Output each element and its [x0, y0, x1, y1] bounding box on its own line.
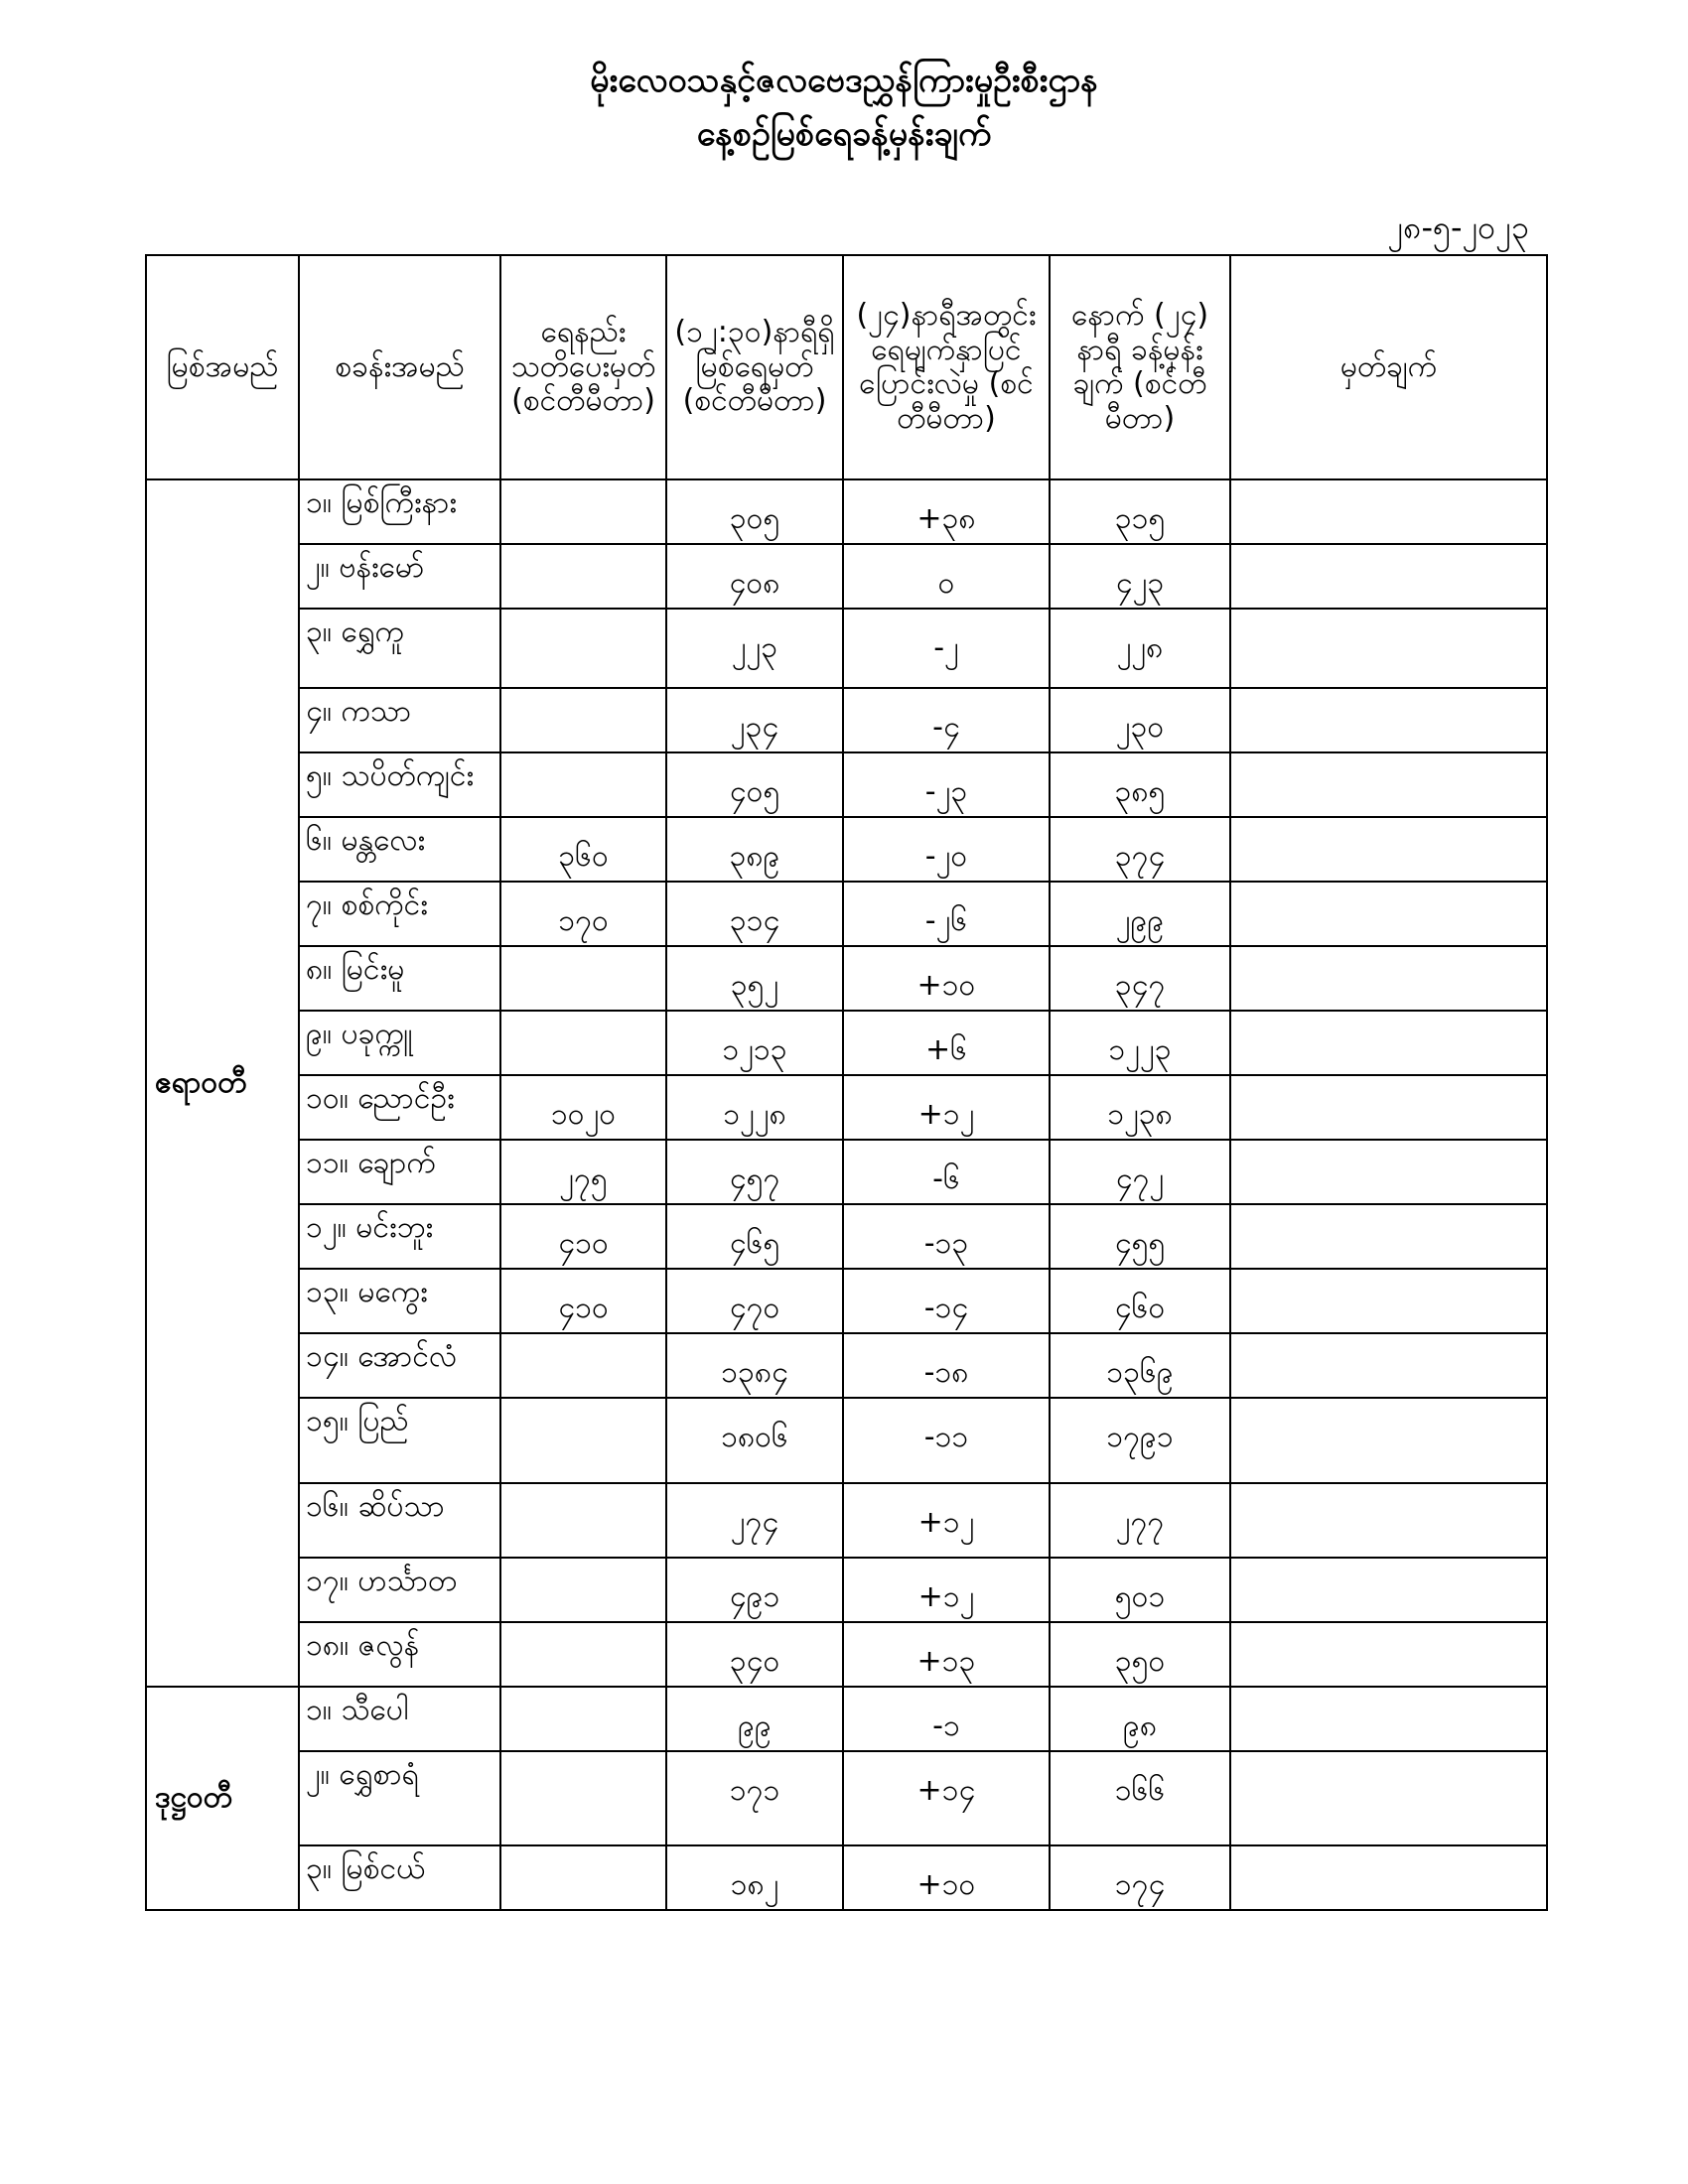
- change-cell: -၂: [843, 609, 1050, 688]
- table-row: [146, 1622, 1547, 1687]
- remark-cell: [1230, 817, 1547, 882]
- table-row: [146, 1558, 1547, 1622]
- water-level-table: [145, 254, 1548, 1911]
- station-name-cell: ၁၁။ ချောက်: [299, 1140, 500, 1204]
- station-name-cell: ၇။ စစ်ကိုင်း: [299, 882, 500, 946]
- water-level-cell: ၁၃၈၄: [666, 1333, 843, 1398]
- water-level-cell: ၄၇၀: [666, 1269, 843, 1333]
- remark-cell: [1230, 1333, 1547, 1398]
- table-row: [146, 752, 1547, 817]
- river-name-cell: ဧရာဝတီ: [146, 479, 299, 1687]
- station-name-cell: ၅။ သပိတ်ကျင်း: [299, 752, 500, 817]
- station-name-cell: ၁။ မြစ်ကြီးနား: [299, 479, 500, 544]
- report-date: ၂၈-၅-၂၀၂၃: [1387, 208, 1529, 246]
- header-warning-level: ရေနည်းသတိပေးမှတ် (စင်တီမီတာ): [500, 255, 666, 479]
- header-remark: မှတ်ချက်: [1230, 255, 1547, 479]
- header-station: စခန်းအမည်: [299, 255, 500, 479]
- forecast-cell: ၁၂၃၈: [1050, 1075, 1230, 1140]
- change-cell: +၁၂: [843, 1558, 1050, 1622]
- warning-level-cell: [500, 688, 666, 752]
- change-cell: -၁၈: [843, 1333, 1050, 1398]
- station-name-cell: ၁၆။ ဆိပ်သာ: [299, 1483, 500, 1558]
- change-cell: +၁၀: [843, 946, 1050, 1011]
- table-row: [146, 1483, 1547, 1558]
- station-name-cell: ၂။ ဗန်းမော်: [299, 544, 500, 609]
- remark-cell: [1230, 752, 1547, 817]
- water-level-cell: ၃၁၄: [666, 882, 843, 946]
- table-row: [146, 609, 1547, 688]
- warning-level-cell: [500, 479, 666, 544]
- table-row: [146, 946, 1547, 1011]
- table-row: [146, 1011, 1547, 1075]
- warning-level-cell: [500, 752, 666, 817]
- remark-cell: [1230, 609, 1547, 688]
- forecast-cell: ၁၇၉၁: [1050, 1398, 1230, 1483]
- report-title: နေ့စဉ်မြစ်ရေခန့်မှန်းချက်: [696, 114, 992, 154]
- change-cell: -၁: [843, 1687, 1050, 1751]
- header-change: (၂၄)နာရီအတွင်း ရေမျက်နှာပြင် ပြောင်းလဲမှု (စင်တီမီတာ): [843, 255, 1050, 479]
- change-cell: +၃၈: [843, 479, 1050, 544]
- table-body: [146, 479, 1547, 1910]
- forecast-cell: ၁၇၄: [1050, 1845, 1230, 1910]
- change-cell: -၁၄: [843, 1269, 1050, 1333]
- station-name-cell: ၁၅။ ပြည်: [299, 1398, 500, 1483]
- forecast-cell: ၄၇၂: [1050, 1140, 1230, 1204]
- table-row: [146, 1269, 1547, 1333]
- table-row: [146, 479, 1547, 544]
- table-row: [146, 1845, 1547, 1910]
- warning-level-cell: ၄၁၀: [500, 1269, 666, 1333]
- warning-level-cell: [500, 946, 666, 1011]
- remark-cell: [1230, 1751, 1547, 1845]
- forecast-cell: ၂၃၀: [1050, 688, 1230, 752]
- forecast-cell: ၃၅၀: [1050, 1622, 1230, 1687]
- warning-level-cell: [500, 1011, 666, 1075]
- warning-level-cell: ၄၁၀: [500, 1204, 666, 1269]
- water-level-cell: ၃၀၅: [666, 479, 843, 544]
- warning-level-cell: ၁၀၂၀: [500, 1075, 666, 1140]
- table-row: [146, 1687, 1547, 1751]
- change-cell: -၂၃: [843, 752, 1050, 817]
- warning-level-cell: [500, 609, 666, 688]
- water-level-cell: ၂၃၄: [666, 688, 843, 752]
- change-cell: -၂၀: [843, 817, 1050, 882]
- table-row: [146, 1075, 1547, 1140]
- remark-cell: [1230, 1075, 1547, 1140]
- change-cell: +၁၀: [843, 1845, 1050, 1910]
- agency-title: မိုးလေဝသနှင့်ဇလဗေဒညွှန်ကြားမှုဦးစီးဌာန: [590, 61, 1098, 100]
- forecast-cell: ၂၉၉: [1050, 882, 1230, 946]
- water-level-cell: ၁၈၂: [666, 1845, 843, 1910]
- station-name-cell: ၁၃။ မကွေး: [299, 1269, 500, 1333]
- warning-level-cell: [500, 1845, 666, 1910]
- warning-level-cell: [500, 1751, 666, 1845]
- station-name-cell: ၂။ ရွှေစာရံ: [299, 1751, 500, 1845]
- forecast-cell: ၄၅၅: [1050, 1204, 1230, 1269]
- table-row: [146, 688, 1547, 752]
- station-name-cell: ၄။ ကသာ: [299, 688, 500, 752]
- table-row: [146, 1204, 1547, 1269]
- forecast-cell: ၁၆၆: [1050, 1751, 1230, 1845]
- remark-cell: [1230, 544, 1547, 609]
- remark-cell: [1230, 1687, 1547, 1751]
- warning-level-cell: ၃၆၀: [500, 817, 666, 882]
- table-row: [146, 1751, 1547, 1845]
- change-cell: -၁၁: [843, 1398, 1050, 1483]
- remark-cell: [1230, 1398, 1547, 1483]
- forecast-cell: ၂၇၇: [1050, 1483, 1230, 1558]
- forecast-cell: ၃၇၄: [1050, 817, 1230, 882]
- station-name-cell: ၁၀။ ညောင်ဦး: [299, 1075, 500, 1140]
- change-cell: +၁၄: [843, 1751, 1050, 1845]
- remark-cell: [1230, 882, 1547, 946]
- change-cell: -၁၃: [843, 1204, 1050, 1269]
- water-level-cell: ၉၉: [666, 1687, 843, 1751]
- water-level-cell: ၃၅၂: [666, 946, 843, 1011]
- header-forecast: နောက် (၂၄) နာရီ ခန့်မှန်းချက် (စင်တီမီတာ): [1050, 255, 1230, 479]
- remark-cell: [1230, 1269, 1547, 1333]
- table-row: [146, 817, 1547, 882]
- forecast-cell: ၄၆၀: [1050, 1269, 1230, 1333]
- water-level-cell: ၁၂၁၃: [666, 1011, 843, 1075]
- table-header-row: [146, 255, 1547, 479]
- water-level-cell: ၁၈၀၆: [666, 1398, 843, 1483]
- warning-level-cell: ၂၇၅: [500, 1140, 666, 1204]
- water-level-cell: ၁၂၂၈: [666, 1075, 843, 1140]
- warning-level-cell: [500, 1483, 666, 1558]
- water-level-cell: ၄၅၇: [666, 1140, 843, 1204]
- station-name-cell: ၉။ ပခုက္ကူ: [299, 1011, 500, 1075]
- forecast-cell: ၁၂၂၃: [1050, 1011, 1230, 1075]
- forecast-cell: ၃၁၅: [1050, 479, 1230, 544]
- station-name-cell: ၁၇။ ဟင်္သာတ: [299, 1558, 500, 1622]
- change-cell: -၆: [843, 1140, 1050, 1204]
- water-level-cell: ၄၀၈: [666, 544, 843, 609]
- remark-cell: [1230, 946, 1547, 1011]
- warning-level-cell: [500, 1398, 666, 1483]
- change-cell: ၀: [843, 544, 1050, 609]
- warning-level-cell: [500, 1558, 666, 1622]
- remark-cell: [1230, 1011, 1547, 1075]
- remark-cell: [1230, 1558, 1547, 1622]
- table-row: [146, 1333, 1547, 1398]
- water-level-cell: ၄၆၅: [666, 1204, 843, 1269]
- table-row: [146, 882, 1547, 946]
- forecast-cell: ၁၃၆၉: [1050, 1333, 1230, 1398]
- warning-level-cell: [500, 544, 666, 609]
- change-cell: +၁၃: [843, 1622, 1050, 1687]
- warning-level-cell: ၁၇၀: [500, 882, 666, 946]
- remark-cell: [1230, 688, 1547, 752]
- forecast-cell: ၃၄၇: [1050, 946, 1230, 1011]
- station-name-cell: ၁၂။ မင်းဘူး: [299, 1204, 500, 1269]
- remark-cell: [1230, 1845, 1547, 1910]
- change-cell: +၁၂: [843, 1483, 1050, 1558]
- forecast-cell: ၅၀၁: [1050, 1558, 1230, 1622]
- water-level-cell: ၄၀၅: [666, 752, 843, 817]
- station-name-cell: ၃။ ရွှေကူ: [299, 609, 500, 688]
- header-water-level: (၁၂:၃၀)နာရီရှိ မြစ်ရေမှတ် (စင်တီမီတာ): [666, 255, 843, 479]
- remark-cell: [1230, 1483, 1547, 1558]
- warning-level-cell: [500, 1687, 666, 1751]
- table-row: [146, 1398, 1547, 1483]
- station-name-cell: ၈။ မြင်းမူ: [299, 946, 500, 1011]
- station-name-cell: ၆။ မန္တလေး: [299, 817, 500, 882]
- water-level-cell: ၂၇၄: [666, 1483, 843, 1558]
- station-name-cell: ၁၄။ အောင်လံ: [299, 1333, 500, 1398]
- water-level-cell: ၃၈၉: [666, 817, 843, 882]
- table-row: [146, 544, 1547, 609]
- remark-cell: [1230, 1622, 1547, 1687]
- forecast-cell: ၂၂၈: [1050, 609, 1230, 688]
- change-cell: -၄: [843, 688, 1050, 752]
- header-river: မြစ်အမည်: [146, 255, 299, 479]
- warning-level-cell: [500, 1622, 666, 1687]
- change-cell: +၁၂: [843, 1075, 1050, 1140]
- remark-cell: [1230, 1140, 1547, 1204]
- water-level-cell: ၃၄၀: [666, 1622, 843, 1687]
- warning-level-cell: [500, 1333, 666, 1398]
- station-name-cell: ၁။ သီပေါ: [299, 1687, 500, 1751]
- station-name-cell: ၃။ မြစ်ငယ်: [299, 1845, 500, 1910]
- table-row: [146, 1140, 1547, 1204]
- river-name-cell: ဒုဋ္ဌဝတီ: [146, 1687, 299, 1910]
- water-level-cell: ၄၉၁: [666, 1558, 843, 1622]
- water-level-cell: ၁၇၁: [666, 1751, 843, 1845]
- forecast-cell: ၃၈၅: [1050, 752, 1230, 817]
- forecast-cell: ၉၈: [1050, 1687, 1230, 1751]
- change-cell: +၆: [843, 1011, 1050, 1075]
- forecast-cell: ၄၂၃: [1050, 544, 1230, 609]
- change-cell: -၂၆: [843, 882, 1050, 946]
- remark-cell: [1230, 479, 1547, 544]
- remark-cell: [1230, 1204, 1547, 1269]
- water-level-cell: ၂၂၃: [666, 609, 843, 688]
- station-name-cell: ၁၈။ ဇလွန်: [299, 1622, 500, 1687]
